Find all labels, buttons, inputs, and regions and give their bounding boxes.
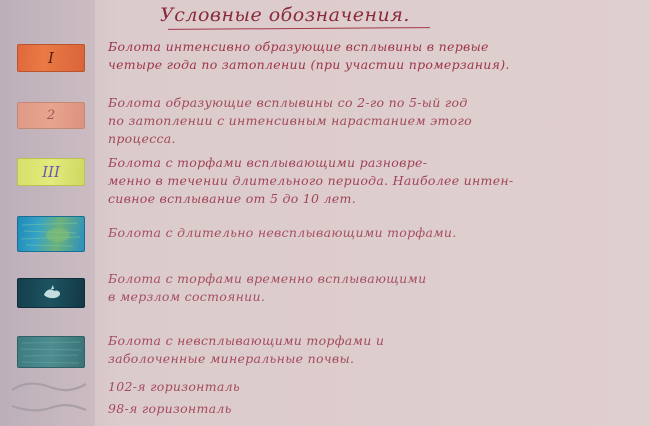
isoline-102-label: 102-я горизонталь [108,379,240,394]
legend-entry-6-text [108,332,638,368]
legend-swatch-2 [17,102,85,129]
legend-swatch-5 [17,278,85,308]
legend-swatch-2-label: 2 [46,108,56,123]
legend-entry-2-text [108,94,638,148]
legend-entry-2-line-2: по затоплении с интенсивным нарастанием этого [108,113,472,128]
legend-entry-5-line-2: в мерзлом состоянии. [108,289,266,304]
legend-entry-1-text [108,38,638,74]
swatch-6-texture [18,337,84,367]
legend-entry-3-line-3: сивное всплывание от 5 до 10 лет. [108,191,356,206]
isoline-98-symbol [10,398,88,420]
legend-entry-4-line-1: Болота с длительно невсплывающими торфами. [108,225,457,240]
isoline-102-symbol [10,376,88,398]
legend-entry-2-line-3: процесса. [108,131,176,146]
legend-entry-1-line-1: Болота интенсивно образующие всплывины в первые [108,39,489,54]
legend-swatch-3 [17,158,85,186]
swatch-4-texture [18,217,84,251]
legend-title-underline [168,27,430,30]
legend-entry-3-line-1: Болота с торфами всплывающими разновре- [108,155,428,170]
legend-entry-3-text [108,154,638,208]
legend-entry-5-line-1: Болота с торфами временно всплывающими [108,271,427,286]
legend-entry-3-line-2: менно в течении длительного периода. Наиболее интен- [108,173,514,188]
swatch-5-texture [18,279,84,307]
legend-entry-6-line-1: Болота с невсплывающими торфами и [108,333,385,348]
legend-swatch-4 [17,216,85,252]
legend-title: Условные обозначения. [160,4,410,26]
legend-entry-1-line-2: четыре года по затоплении (при участии промерзания). [108,57,510,72]
legend-swatch-3-label: III [42,163,60,181]
legend-swatch-6 [17,336,85,368]
legend-swatch-1-label: I [48,49,54,67]
legend-swatch-1 [17,44,85,72]
legend-entry-2-line-1: Болота образующие всплывины со 2-го по 5-ый год [108,95,468,110]
legend-entry-4-text [108,224,638,242]
legend-entry-5-text [108,270,638,306]
isoline-98-label: 98-я горизонталь [108,401,232,416]
legend-entry-6-line-2: заболоченные минеральные почвы. [108,351,355,366]
